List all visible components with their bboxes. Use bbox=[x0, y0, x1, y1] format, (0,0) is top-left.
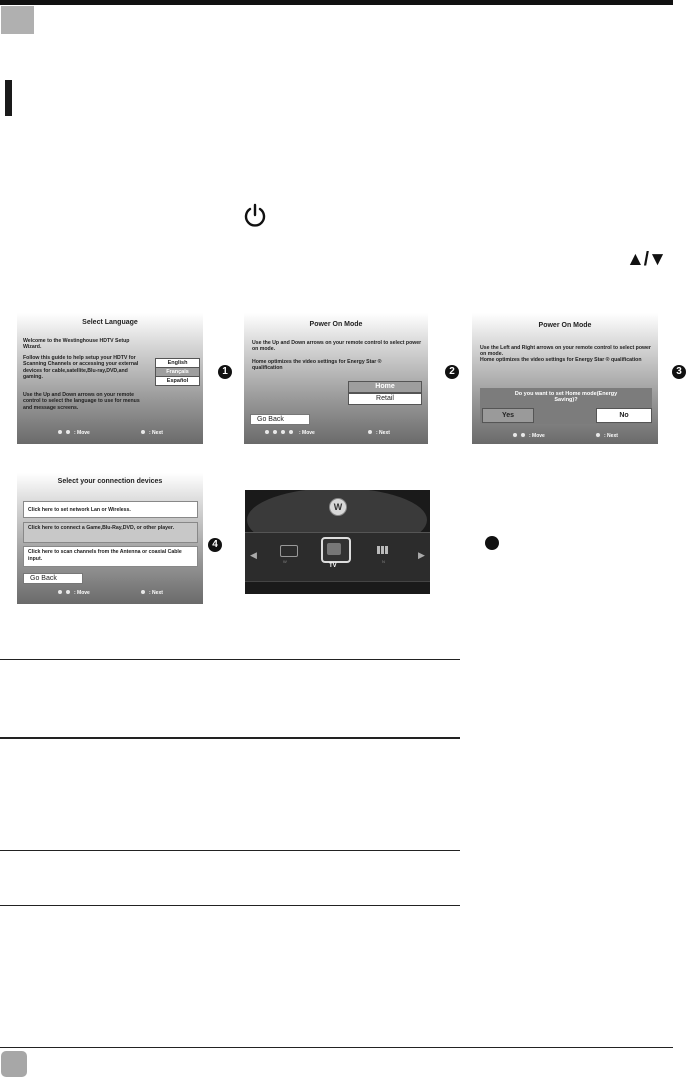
welcome-text: Welcome to the Westinghouse HDTV Setup Wizard. bbox=[23, 338, 130, 351]
arrow-buttons-icon bbox=[264, 429, 294, 435]
option-espanol[interactable]: Español bbox=[155, 376, 200, 386]
go-back-button[interactable]: Go Back bbox=[250, 414, 310, 425]
screen-title: Select your connection devices bbox=[57, 478, 163, 485]
up-down-arrows-icon: ▲/▼ bbox=[626, 249, 666, 270]
hint-next: : Next bbox=[149, 590, 163, 596]
step-number-4: 4 bbox=[208, 538, 222, 552]
hint-move: : Move bbox=[74, 590, 90, 596]
westinghouse-logo: W bbox=[329, 498, 347, 516]
ok-button-icon bbox=[595, 432, 601, 438]
instruction-text: Use the Left and Right arrows on your remote control to select power on mode. bbox=[480, 345, 651, 358]
hint-next: : Next bbox=[376, 430, 390, 436]
step-number-2: 2 bbox=[445, 365, 459, 379]
go-back-button[interactable]: Go Back bbox=[23, 573, 83, 584]
left-arrow-icon[interactable]: ◀ bbox=[250, 550, 257, 560]
section-marker bbox=[5, 80, 12, 116]
right-arrow-icon[interactable]: ▶ bbox=[418, 550, 425, 560]
header-bar bbox=[0, 0, 673, 5]
hint-next: : Next bbox=[604, 433, 618, 439]
energy-star-text: Home optimizes the video settings for Energy Star ® qualification bbox=[480, 357, 642, 363]
hint-next: : Next bbox=[149, 430, 163, 436]
header-page-tab bbox=[1, 6, 34, 34]
confirm-question: Do you want to set Home mode(Energy Saving)? bbox=[514, 391, 618, 404]
move-buttons-icon bbox=[57, 589, 71, 595]
screen-title: Power On Mode bbox=[538, 322, 592, 329]
guide-text: Follow this guide to help setup your HDTV for Scanning Channels or accessing your external devices for cable,satellite,Blu-ray,DVD,and gaming. bbox=[23, 355, 139, 380]
hint-move: : Move bbox=[529, 433, 545, 439]
move-buttons-icon bbox=[512, 432, 526, 438]
move-buttons-icon bbox=[57, 429, 71, 435]
network-option[interactable]: Click here to set network Lan or Wireless. bbox=[23, 501, 198, 518]
web-label: W bbox=[283, 559, 287, 564]
no-button[interactable]: No bbox=[596, 408, 652, 423]
ok-button-icon bbox=[367, 429, 373, 435]
instruction-text: Use the Up and Down arrows on your remote control to select power on mode. bbox=[252, 340, 422, 353]
web-icon[interactable] bbox=[280, 545, 298, 557]
step-number-3: 3 bbox=[672, 365, 686, 379]
home-screen bbox=[245, 490, 430, 594]
screen-title: Select Language bbox=[82, 319, 138, 326]
option-home[interactable]: Home bbox=[348, 381, 422, 393]
option-retail[interactable]: Retail bbox=[348, 393, 422, 405]
apps-label: N bbox=[382, 559, 385, 564]
energy-star-text: Home optimizes the video settings for Energy Star ® qualification bbox=[252, 359, 382, 372]
energy-confirm-screen bbox=[472, 313, 658, 444]
ok-button-icon bbox=[140, 429, 146, 435]
table-rule bbox=[0, 659, 460, 660]
table-rule bbox=[0, 850, 460, 851]
language-screen bbox=[17, 313, 203, 444]
step-number-1: 1 bbox=[218, 365, 232, 379]
power-icon bbox=[242, 202, 268, 230]
screen-title: Power On Mode bbox=[309, 321, 363, 328]
tv-icon[interactable] bbox=[321, 537, 351, 563]
connection-screen bbox=[17, 473, 203, 604]
instruction-text: Use the Up and Down arrows on your remote control to select the language to use for menus and message screens. bbox=[23, 392, 140, 411]
device-option[interactable]: Click here to connect a Game,Blu-Ray,DVD, or other player. bbox=[23, 522, 198, 543]
yes-button[interactable]: Yes bbox=[482, 408, 534, 423]
footer-rule bbox=[0, 1047, 673, 1048]
table-rule bbox=[0, 905, 460, 906]
hint-move: : Move bbox=[299, 430, 315, 436]
scan-channels-option[interactable]: Click here to scan channels from the Antenna or coaxial Cable input. bbox=[23, 546, 198, 567]
ok-button-icon bbox=[140, 589, 146, 595]
option-francais[interactable]: Français bbox=[155, 367, 200, 377]
hint-move: : Move bbox=[74, 430, 90, 436]
tv-label: TV bbox=[329, 563, 337, 569]
table-rule bbox=[0, 737, 460, 739]
power-mode-screen bbox=[244, 313, 428, 444]
confirm-dialog bbox=[480, 388, 652, 424]
footer-page-tab bbox=[1, 1051, 27, 1077]
apps-icon[interactable] bbox=[377, 546, 388, 554]
bullet-dot bbox=[485, 536, 499, 550]
option-english[interactable]: English bbox=[155, 358, 200, 368]
